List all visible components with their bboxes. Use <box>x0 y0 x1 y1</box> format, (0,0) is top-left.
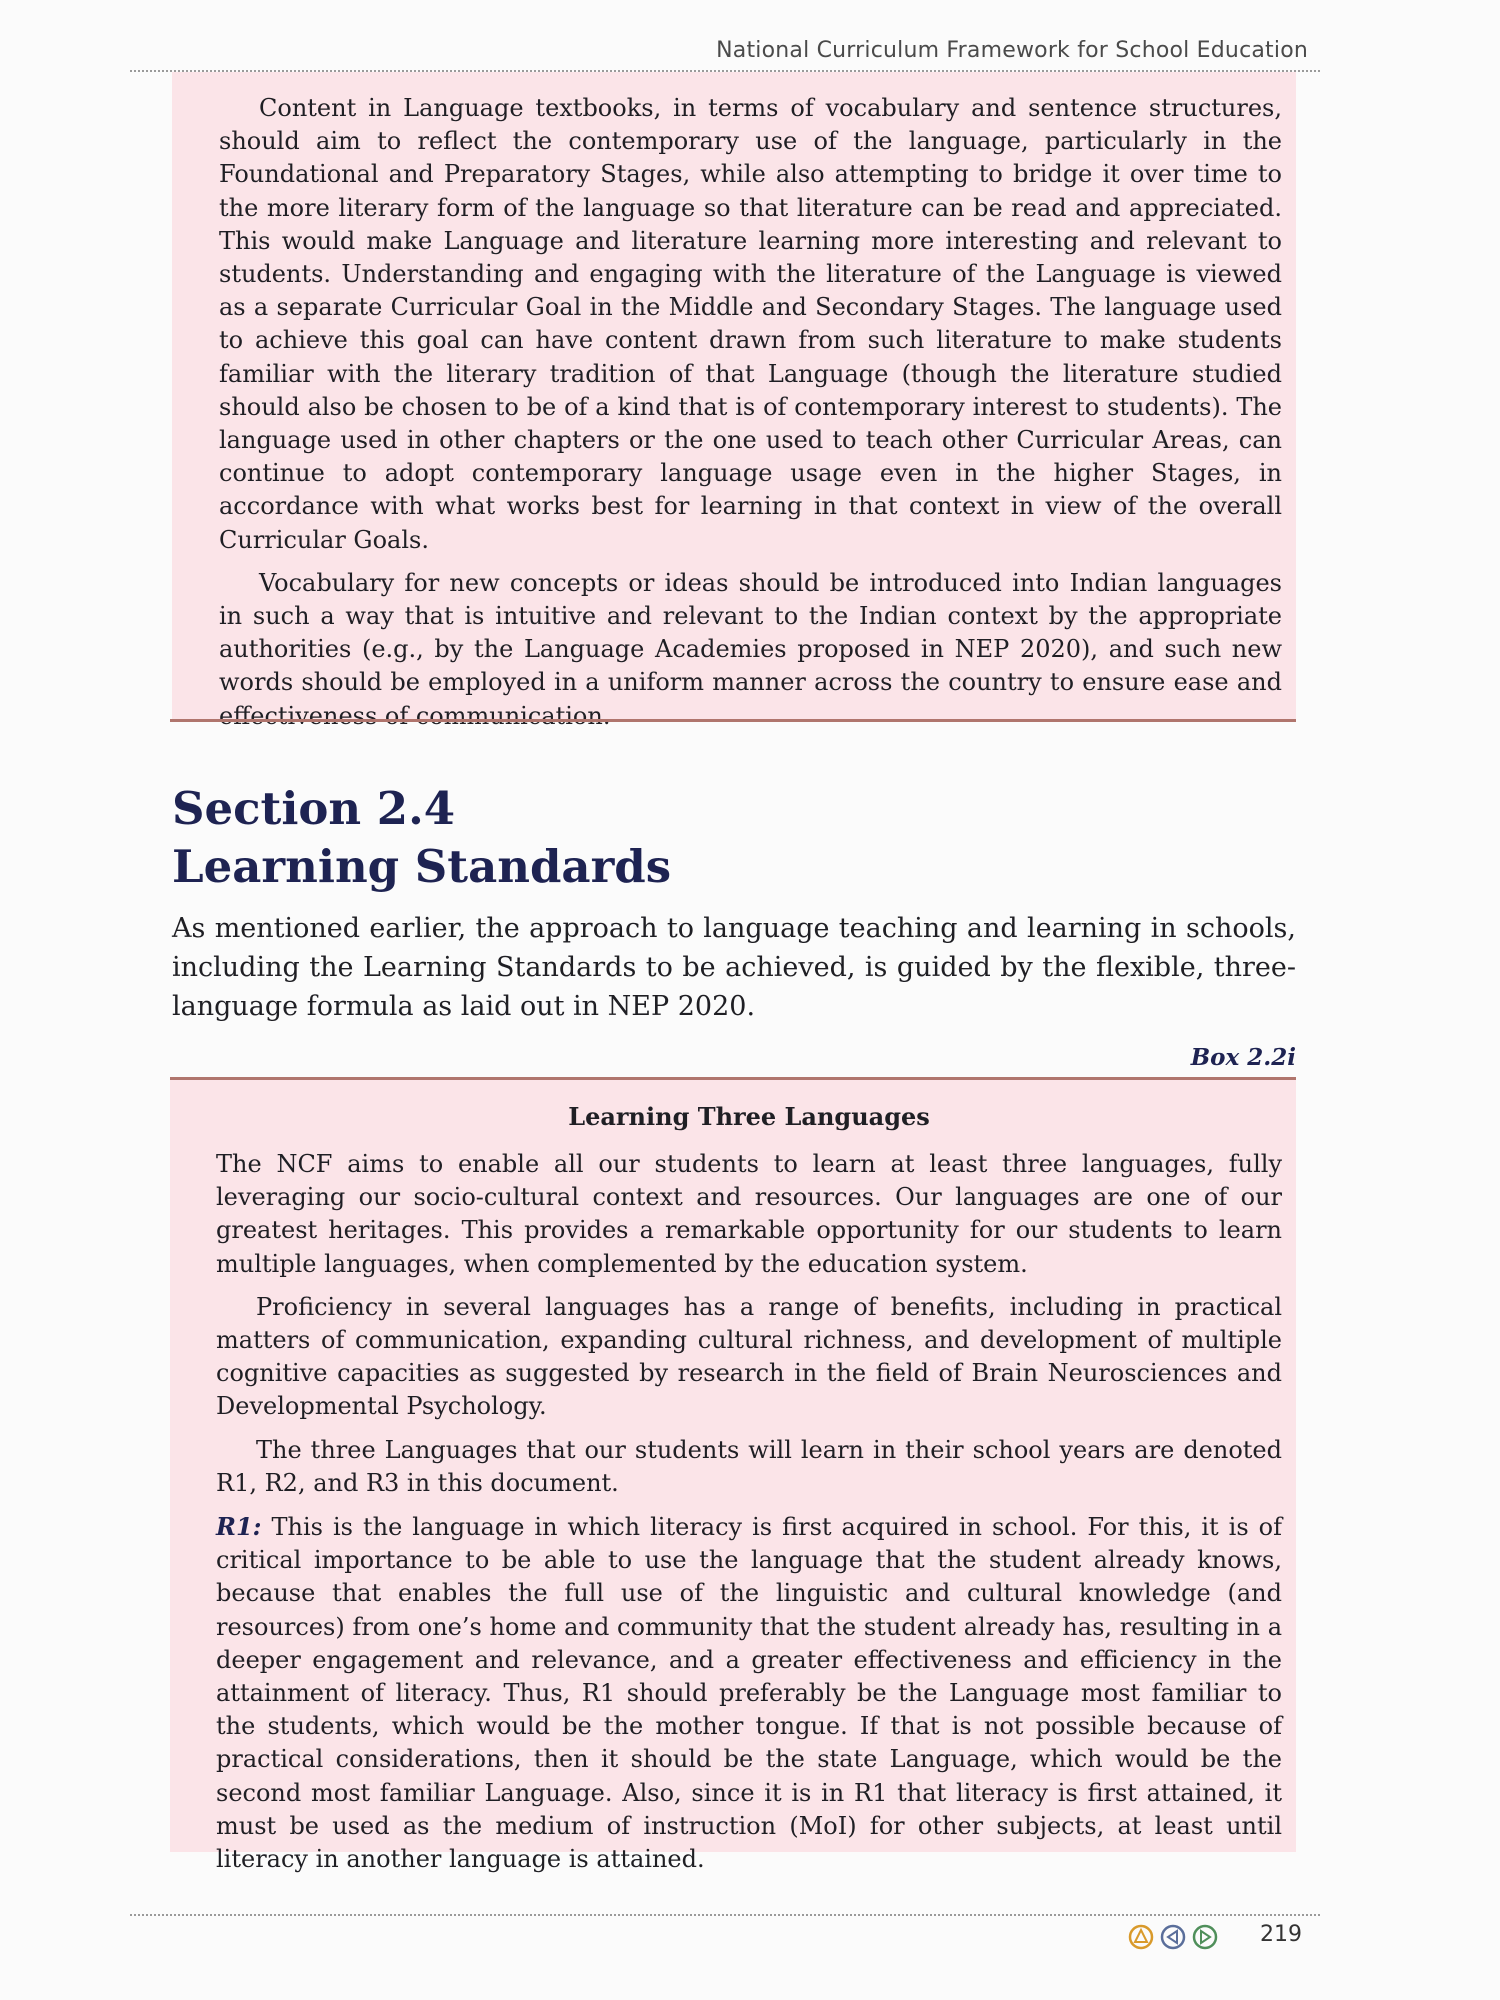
play-emblem-icon <box>1192 1924 1218 1950</box>
learning-three-languages-box <box>170 1080 1296 1874</box>
box-label: Box 2.2i <box>1190 1044 1296 1071</box>
page-number: 219 <box>1260 1922 1302 1947</box>
section-intro: As mentioned earlier, the approach to language teaching and learning in schools, including the Learning Standards to be achieved, is guided by the flexible, three-language formula as laid out in NEP 2020. <box>172 913 1296 1022</box>
back-arrow-emblem-icon <box>1160 1924 1186 1950</box>
box-paragraph: The three Languages that our students will learn in their school years are denoted R1, R2, and R3 in this document. <box>216 1435 1282 1497</box>
section-title: Learning Standards <box>172 840 672 893</box>
section-number: Section 2.4 <box>172 782 456 835</box>
box-paragraph: Proficiency in several languages has a range of benefits, including in practical matters of communication, expanding cultural richness, and development of multiple cognitive capacities as suggested by research in the field of Brain Neurosciences and Developmental Psychology. <box>216 1292 1282 1421</box>
box-title: Learning Three Languages <box>568 1102 930 1131</box>
r1-text: This is the language in which literacy is first acquired in school. For this, it is of critical importance to be able to use the language that the student already knows, because that enables the full use of the linguistic and cultural knowledge (and resources) from one’s home and community that the student already has, resulting in a deeper engagement and relevance, and a greater effectiveness and efficiency in the attainment of literacy. Thus, R1 should preferably be the Language most familiar to the students, which would be the mother tongue. If that is not possible because of practical considerations, then it should be the state Language, which would be the second most familiar Language. Also, since it is in R1 that literacy is first attained, it must be used as the medium of instruction (MoI) for other subjects, at least until literacy in another language is attained. <box>216 1513 1282 1874</box>
top-text-box <box>172 72 1296 730</box>
r1-paragraph <box>216 1510 1282 1876</box>
top-box-bottom-rule <box>170 719 1296 722</box>
triangle-emblem-icon <box>1128 1924 1154 1950</box>
box-paragraph: The NCF aims to enable all our students to learn at least three languages, fully leveraging our socio-cultural context and resources. Our languages are one of our greatest heritages. This provides a remarkable opportunity for our students to learn multiple languages, when complemented by the education system. <box>216 1150 1282 1278</box>
box-paragraph: Vocabulary for new concepts or ideas should be introduced into Indian languages in such a way that is intuitive and relevant to the Indian context by the appropriate authorities (e.g., by the Language Academies proposed in NEP 2020), and such new words should be employed in a uniform manner across the country to ensure ease and effectiveness of communication. <box>219 568 1282 730</box>
footer-divider <box>130 1914 1320 1916</box>
footer-emblems <box>1128 1924 1218 1950</box>
r1-label: R1: <box>216 1512 262 1542</box>
running-header: National Curriculum Framework for School Education <box>716 38 1308 63</box>
box-paragraph: Content in Language textbooks, in terms of vocabulary and sentence structures, should aim to reflect the contemporary use of the language, particularly in the Foundational and Preparatory Stages, while also attempting to bridge it over time to the more literary form of the language so that literature can be read and appreciated. This would make Language and literature learning more interesting and relevant to students. Understanding and engaging with the literature of the Language is viewed as a separate Curricular Goal in the Middle and Secondary Stages. The language used to achieve this goal can have content drawn from such literature to make students familiar with the literary tradition of that Language (though the literature studied should also be chosen to be of a kind that is of contemporary interest to students). The language used in other chapters or the one used to teach other Curricular Areas, can continue to adopt contemporary language usage even in the higher Stages, in accordance with what works best for learning in that context in view of the overall Curricular Goals. <box>219 94 1282 554</box>
